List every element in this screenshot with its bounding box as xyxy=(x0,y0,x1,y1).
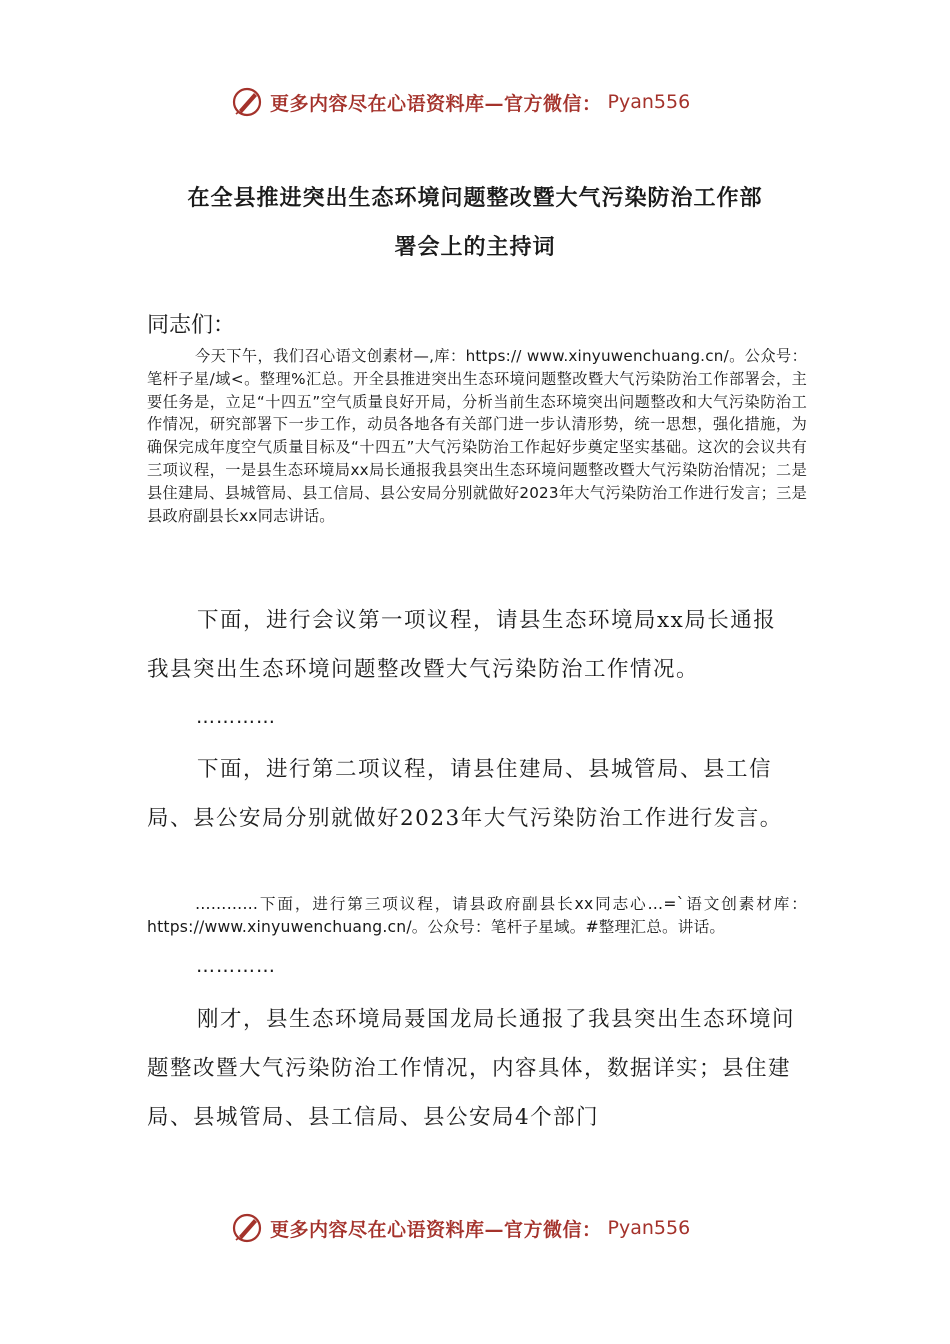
ellipsis-separator-1: ………… xyxy=(196,706,276,728)
summary-paragraph: 刚才，县生态环境局聂国龙局长通报了我县突出生态环境问题整改暨大气污染防治工作情况，内容具体，数据详实；县住建局、县城管局、县工信局、县公安局4个部门 xyxy=(147,1007,796,1130)
agenda-item-3-paragraph: …………下面，进行第三项议程，请县政府副县长xx同志心…=`语文创素材库：https://www.xinyuwenchuang.cn/。公众号：笔杆子星域。#整理汇总。讲话。 xyxy=(147,895,807,936)
opening-paragraph: 今天下午，我们召心语文创素材—,库：https:// www.xinyuwenchuang.cn/。公众号：笔杆子星/域<。整理%汇总。开全县推进突出生态环境问题整改暨大气污染防治工作部署会，主要任务是，立足“十四五”空气质量良好开局，分析当前生态环境突出问题整改和大气污染防治工作情况，研究部署下一步工作，动员各地各有关部门进一步认清形势，统一思想，强化措施，为确保完成年度空气质量目标及“十四五”大气污染防治工作起好步奠定坚实基础。这次的会议共有三项议程，一是县生态环境局xx局长通报我县突出生态环境问题整改暨大气污染防治情况；二是县住建局、县城管局、县工信局、县公安局分别就做好2023年大气污染防治工作进行发言；三是县政府副县长xx同志讲话。 xyxy=(147,347,807,525)
banner-text: 更多内容尽在心语资料库—官方微信： xyxy=(270,92,602,115)
banner-wechat-id: Pyan556 xyxy=(607,91,691,113)
document-title-line-2: 署会上的主持词 xyxy=(394,234,556,260)
banner-wechat-id: Pyan556 xyxy=(607,1217,691,1239)
agenda-item-1-paragraph: 下面，进行会议第一项议程，请县生态环境局xx局长通报我县突出生态环境问题整改暨大气污染防治工作情况。 xyxy=(147,608,777,682)
footer-banner xyxy=(230,1208,690,1248)
banner-text: 更多内容尽在心语资料库—官方微信： xyxy=(270,1218,602,1241)
greeting: 同志们： xyxy=(147,313,236,338)
pen-logo-icon xyxy=(230,85,264,119)
ellipsis-separator-2: ………… xyxy=(196,955,276,977)
document-title-line-1: 在全县推进突出生态环境问题整改暨大气污染防治工作部 xyxy=(187,185,763,211)
agenda-item-2-paragraph: 下面，进行第二项议程，请县住建局、县城管局、县工信局、县公安局分别就做好2023年大气污染防治工作进行发言。 xyxy=(147,757,783,831)
header-banner xyxy=(230,82,690,122)
pen-logo-icon xyxy=(230,1211,264,1245)
